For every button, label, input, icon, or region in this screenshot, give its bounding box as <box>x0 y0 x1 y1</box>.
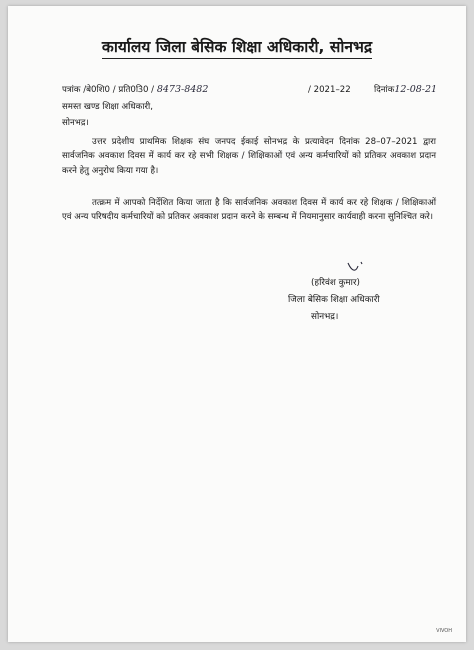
date-block <box>374 83 437 95</box>
body-paragraph-1: उत्तर प्रदेशीय प्राथमिक शिक्षक संघ जनपद ईकाई सोनभद्र के प्रत्यावेदन दिनांक 28–07–2021 द्वारा सार्वजनिक अवकाश दिवस में कार्य कर रहे सभी शिक्षक / शिक्षिकाओं एवं अन्य कर्मचारियों को प्रतिकर अवकाश प्रदान करने हेतु अनुरोध किया गया है। <box>62 137 436 176</box>
patrank-label: पत्रांक <box>62 85 81 95</box>
signatory-name: (हरिवंश कुमार) <box>311 278 360 288</box>
patrank-number: 8473-8482 <box>156 84 209 95</box>
patrank-code: /बे0शि0 / प्रति03ि0 / <box>83 85 155 95</box>
session-text: / 2021–22 <box>308 85 351 95</box>
letterhead-title <box>8 35 466 57</box>
dinank-label: दिनांक <box>374 85 395 95</box>
signatory-place: सोनभद्र। <box>311 312 339 322</box>
addressee-to: समस्त खण्ड शिक्षा अधिकारी, <box>62 102 153 112</box>
dinank-value: 12-08-21 <box>394 84 438 95</box>
reference-line <box>62 83 208 95</box>
signature-mark-icon <box>346 260 370 274</box>
footer-mark: VIVOH <box>436 628 452 634</box>
addressee-place: सोनभद्र। <box>62 118 89 128</box>
body-paragraph-2: तत्क्रम में आपको निर्देशित किया जाता है कि सार्वजनिक अवकाश दिवस में कार्य कर रहे शिक्षक / शिक्षिकाओं एवं अन्य परिषदीय कर्मचारियों को प्रतिकर अवकाश प्रदान करने के सम्बन्ध में नियमानुसार कार्यवाही करना सुनिश्चित करे। <box>62 198 436 223</box>
letterhead-title-text: कार्यालय जिला बेसिक शिक्षा अधिकारी, सोनभद्र <box>102 38 372 59</box>
letter-sheet <box>8 6 466 642</box>
signatory-designation: जिला बेसिक शिक्षा अधिकारी <box>288 295 380 305</box>
